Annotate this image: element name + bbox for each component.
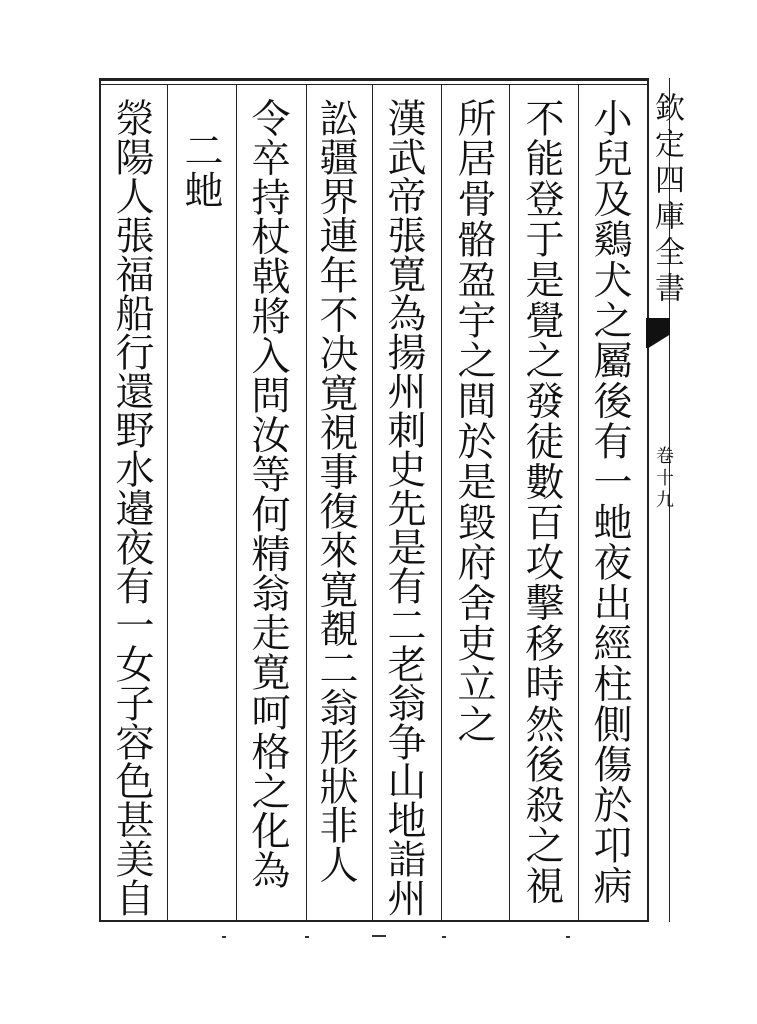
- column-divider: [236, 84, 237, 920]
- top-border-rule-inner: [100, 84, 648, 85]
- scan-speck: [566, 936, 570, 938]
- column-divider: [578, 84, 579, 920]
- text-column-1: 小兒及鷄犬之屬後有一虵夜出經柱側傷於卭病: [587, 98, 632, 906]
- scan-speck: [305, 936, 309, 938]
- volume-label: 卷十九: [653, 446, 674, 512]
- left-border-rule: [99, 78, 101, 922]
- book-title: 欽定四庫全書: [649, 92, 684, 308]
- column-divider: [167, 84, 168, 920]
- scan-speck: [372, 935, 386, 937]
- column-divider: [372, 84, 373, 920]
- text-column-6: 令卒持杖戟將入問汝等何精翁走寛呵格之化為: [245, 98, 290, 890]
- scan-speck: [442, 936, 446, 938]
- text-column-4: 漢武帝張寛為揚州刺史先是有二老翁争山地詣州: [381, 98, 426, 917]
- top-border-rule: [100, 78, 648, 81]
- fishtail-mark: [646, 318, 670, 348]
- bottom-border-rule: [100, 920, 648, 922]
- column-divider: [441, 84, 442, 920]
- text-column-5: 訟疆界連年不决寛視事復來寛覩二翁形狀非人: [313, 98, 358, 884]
- text-column-2: 不能登于是覺之發徒數百攻擊移時然後殺之視: [519, 98, 564, 906]
- text-column-8: 滎陽人張福船行還野水邉夜有一女子容色甚美自: [109, 98, 154, 917]
- text-column-3: 所居骨骼盈宇之間於是毀府舍吏立之: [451, 98, 496, 745]
- column-divider: [509, 84, 510, 920]
- column-divider: [306, 84, 307, 920]
- text-column-7: 二虵: [178, 130, 223, 211]
- scan-speck: [222, 936, 226, 938]
